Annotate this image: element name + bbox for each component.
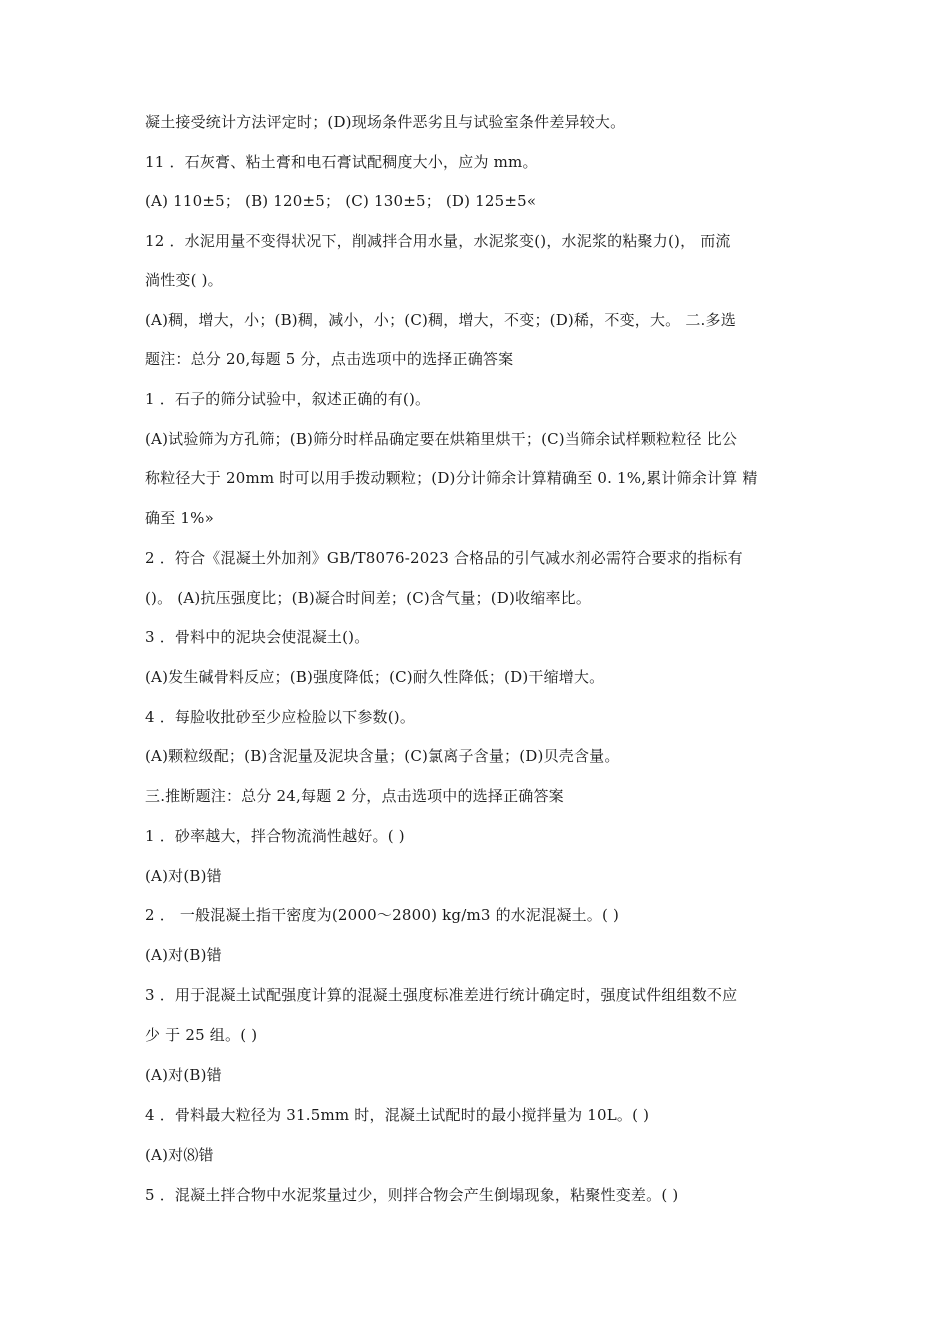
judge-question-3-cont: 少 于 25 组。( ): [145, 1026, 258, 1044]
multi-question-1: 1 ．石子的筛分试验中，叙述正确的有()。: [145, 390, 431, 408]
question-12-cont: 淌性变( )。: [145, 271, 223, 289]
multi-question-1-options-cont: 称粒径大于 20mm 时可以用手拨动颗粒；(D)分计筛余计算精确至 0. 1%,累计筛余计算 精: [145, 469, 758, 487]
text-line: 凝土接受统计方法评定时；(D)现场条件恶劣且与试验室条件差异较大。: [145, 113, 626, 131]
judge-question-3-options: (A)对(B)错: [145, 1066, 222, 1084]
judge-question-4: 4 ．骨料最大粒径为 31.5mm 时，混凝土试配时的最小搅拌量为 10L。( ): [145, 1106, 650, 1124]
multi-question-4: 4 ．每脸收批砂至少应检脸以下参数()。: [145, 708, 416, 726]
multi-question-2-options: ()。 (A)抗压强度比；(B)凝合时间差；(C)含气量；(D)收缩率比。: [145, 589, 592, 607]
multi-question-1-options: (A)试验筛为方孔筛；(B)筛分时样品确定要在烘箱里烘干；(C)当筛余试样颗粒粒径 比公: [145, 430, 738, 448]
section-heading-judge: 三.推断题注：总分 24,每题 2 分，点击选项中的选择正确答案: [145, 787, 564, 805]
question-12: 12 ．水泥用量不变得状况下，削减拌合用水量，水泥浆变()，水泥浆的粘聚力()， 而流: [145, 232, 731, 250]
judge-question-1-options: (A)对(B)错: [145, 867, 222, 885]
multi-question-3: 3 ．骨料中的泥块会使混凝土()。: [145, 628, 370, 646]
judge-question-2: 2 ． 一般混凝土指干密度为(2000〜2800) kg/m3 的水泥混凝土。( ): [145, 906, 620, 924]
judge-question-2-options: (A)对(B)错: [145, 946, 222, 964]
judge-question-3: 3 ．用于混凝土试配强度计算的混凝土强度标准差进行统计确定时，强度试件组组数不应: [145, 986, 738, 1004]
multi-question-4-options: (A)颗粒级配；(B)含泥量及泥块含量；(C)氯离子含量；(D)贝壳含量。: [145, 747, 620, 765]
multi-question-2: 2 ．符合《混凝土外加剂》GB/T8076-2023 合格品的引气减水剂必需符合要求的指标有: [145, 549, 743, 567]
section-heading-multi: 题注：总分 20,每题 5 分，点击选项中的选择正确答案: [145, 350, 514, 368]
question-11-options: (A) 110±5； (B) 120±5； (C) 130±5； (D) 125±5«: [145, 192, 537, 210]
question-12-options: (A)稠，增大，小；(B)稠，减小，小；(C)稠，增大，不变；(D)稀，不变，大。 二.多选: [145, 311, 736, 329]
multi-question-3-options: (A)发生碱骨料反应；(B)强度降低；(C)耐久性降低；(D)干缩增大。: [145, 668, 605, 686]
multi-question-1-options-end: 确至 1%»: [145, 509, 214, 527]
judge-question-4-options: (A)对⑻错: [145, 1146, 214, 1164]
question-11: 11 ．石灰膏、粘土膏和电石膏试配稠度大小，应为 mm。: [145, 153, 538, 171]
judge-question-1: 1 ．砂率越大，拌合物流淌性越好。( ): [145, 827, 405, 845]
judge-question-5: 5 ．混凝土拌合物中水泥浆量过少，则拌合物会产生倒塌现象，粘聚性变差。( ): [145, 1186, 679, 1204]
